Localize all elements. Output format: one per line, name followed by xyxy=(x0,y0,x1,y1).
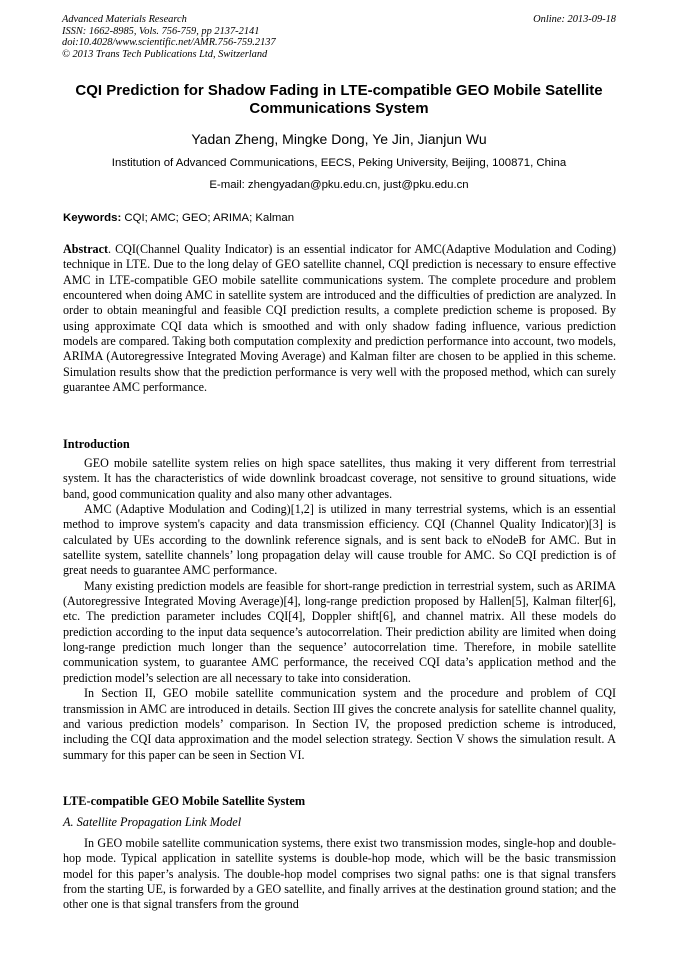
intro-paragraph-1: GEO mobile satellite system relies on high space satellites, thus making it very different from terrestrial system. It has the characteristics of wide downlink broadcast coverage, not sensitive to ground situations, wide band, good communication quality and also many other advantages. xyxy=(63,456,616,501)
abstract xyxy=(63,242,616,395)
keywords-line xyxy=(63,211,617,225)
section-heading-introduction: Introduction xyxy=(63,437,130,451)
issn-line: ISSN: 1662-8985, Vols. 756-759, pp 2137-2141 xyxy=(62,25,260,37)
system-paragraph-1: In GEO mobile satellite communication systems, there exist two transmission modes, single-hop and double-hop mode. Typical application in satellite systems is double-hop mode, which will be the basic transmission model for this paper’s analysis. The double-hop model comprises two signal paths: one is that signal transfers from the starting UE, is forwarded by a GEO satellite, and finally arrives at the destination ground station; and the other one is that signal transfers from the ground xyxy=(63,836,616,912)
intro-paragraph-4: In Section II, GEO mobile satellite communication system and the procedure and problem of CQI transmission in AMC are introduced in details. Section III gives the concrete analysis for satellite channel quality, and various prediction models’ comparison. In Section IV, the proposed prediction scheme is introduced, including the CQI data approximation and the model selection strategy. Section V shows the simulation result. A summary for this paper can be seen in Section VI. xyxy=(63,686,616,762)
abstract-text: . CQI(Channel Quality Indicator) is an essential indicator for AMC(Adaptive Modulation and Coding) technique in LTE. Due to the long delay of GEO satellite channel, CQI prediction is necessary to ensure effective AMC in LTE-compatible GEO mobile satellite communications system. The complete procedure and problem encountered when doing AMC in satellite system are introduced and the difficulties of prediction are analyzed. In order to obtain meaningful and feasible CQI prediction results, a complete prediction scheme is proposed. By using approximate CQI data which is smoothed and with only shadow fading influence, various prediction models are compared. Taking both computation complexity and prediction performance into account, two models, ARIMA (Autoregressive Integrated Moving Average) and Kalman filter are chosen to be applied in this scheme. Simulation results show that the prediction performance is very well with the proposed method, which can surely guarantee AMC performance. xyxy=(63,242,616,395)
section-heading-system: LTE-compatible GEO Mobile Satellite System xyxy=(63,794,306,808)
author-list: Yadan Zheng, Mingke Dong, Ye Jin, Jianjun Wu xyxy=(191,131,487,147)
system-section-body xyxy=(63,836,616,913)
author-email: E-mail: zhengyadan@pku.edu.cn, just@pku.edu.cn xyxy=(209,179,469,191)
online-date: Online: 2013-09-18 xyxy=(533,14,616,25)
abstract-label: Abstract xyxy=(63,242,109,256)
paper-title: CQI Prediction for Shadow Fading in LTE-compatible GEO Mobile Satellite Communications System xyxy=(75,82,603,117)
introduction-body xyxy=(63,456,616,763)
subsection-heading-link-model: A. Satellite Propagation Link Model xyxy=(63,815,242,829)
keywords-label: Keywords: xyxy=(63,212,122,224)
doi-line: doi:10.4028/www.scientific.net/AMR.756-759.2137 xyxy=(62,37,276,48)
journal-name: Advanced Materials Research xyxy=(62,14,187,25)
intro-paragraph-3: Many existing prediction models are feasible for short-range prediction in terrestrial system, such as ARIMA (Autoregressive Integrated Moving Average)[4], long-range prediction proposed by Hallen[5], Kalman filter[6], etc. The prediction parameter includes CQI[4], Doppler shift[6], and channel matrix. All these models do prediction according to the input data sequence’s autocorrelation. Their prediction ability are limited when doing long-range prediction much longer than the sequence’ autocorrelation time. Therefore, in mobile satellite communication system, to guarantee AMC performance, the received CQI data’s application method and the prediction model’s selection are all necessary to take into consideration. xyxy=(63,578,616,685)
affiliation: Institution of Advanced Communications, EECS, Peking University, Beijing, 100871, China xyxy=(111,157,567,169)
journal-header xyxy=(62,14,616,60)
copyright-line: © 2013 Trans Tech Publications Ltd, Switzerland xyxy=(62,48,268,60)
keywords-value: CQI; AMC; GEO; ARIMA; Kalman xyxy=(124,212,295,224)
intro-paragraph-2: AMC (Adaptive Modulation and Coding)[1,2] is utilized in many terrestrial systems, which is an essential method to improve system's capacity and data transmission efficiency. CQI (Channel Quality Indicator)[3] is calculated by UEs according to the downlink reference signals, and is sent back to eNodeB for AMC. But in satellite system, satellite channels’ long propagation delay will cause trouble for AMC. So CQI prediction is of great needs to guarantee AMC performance. xyxy=(63,502,616,578)
